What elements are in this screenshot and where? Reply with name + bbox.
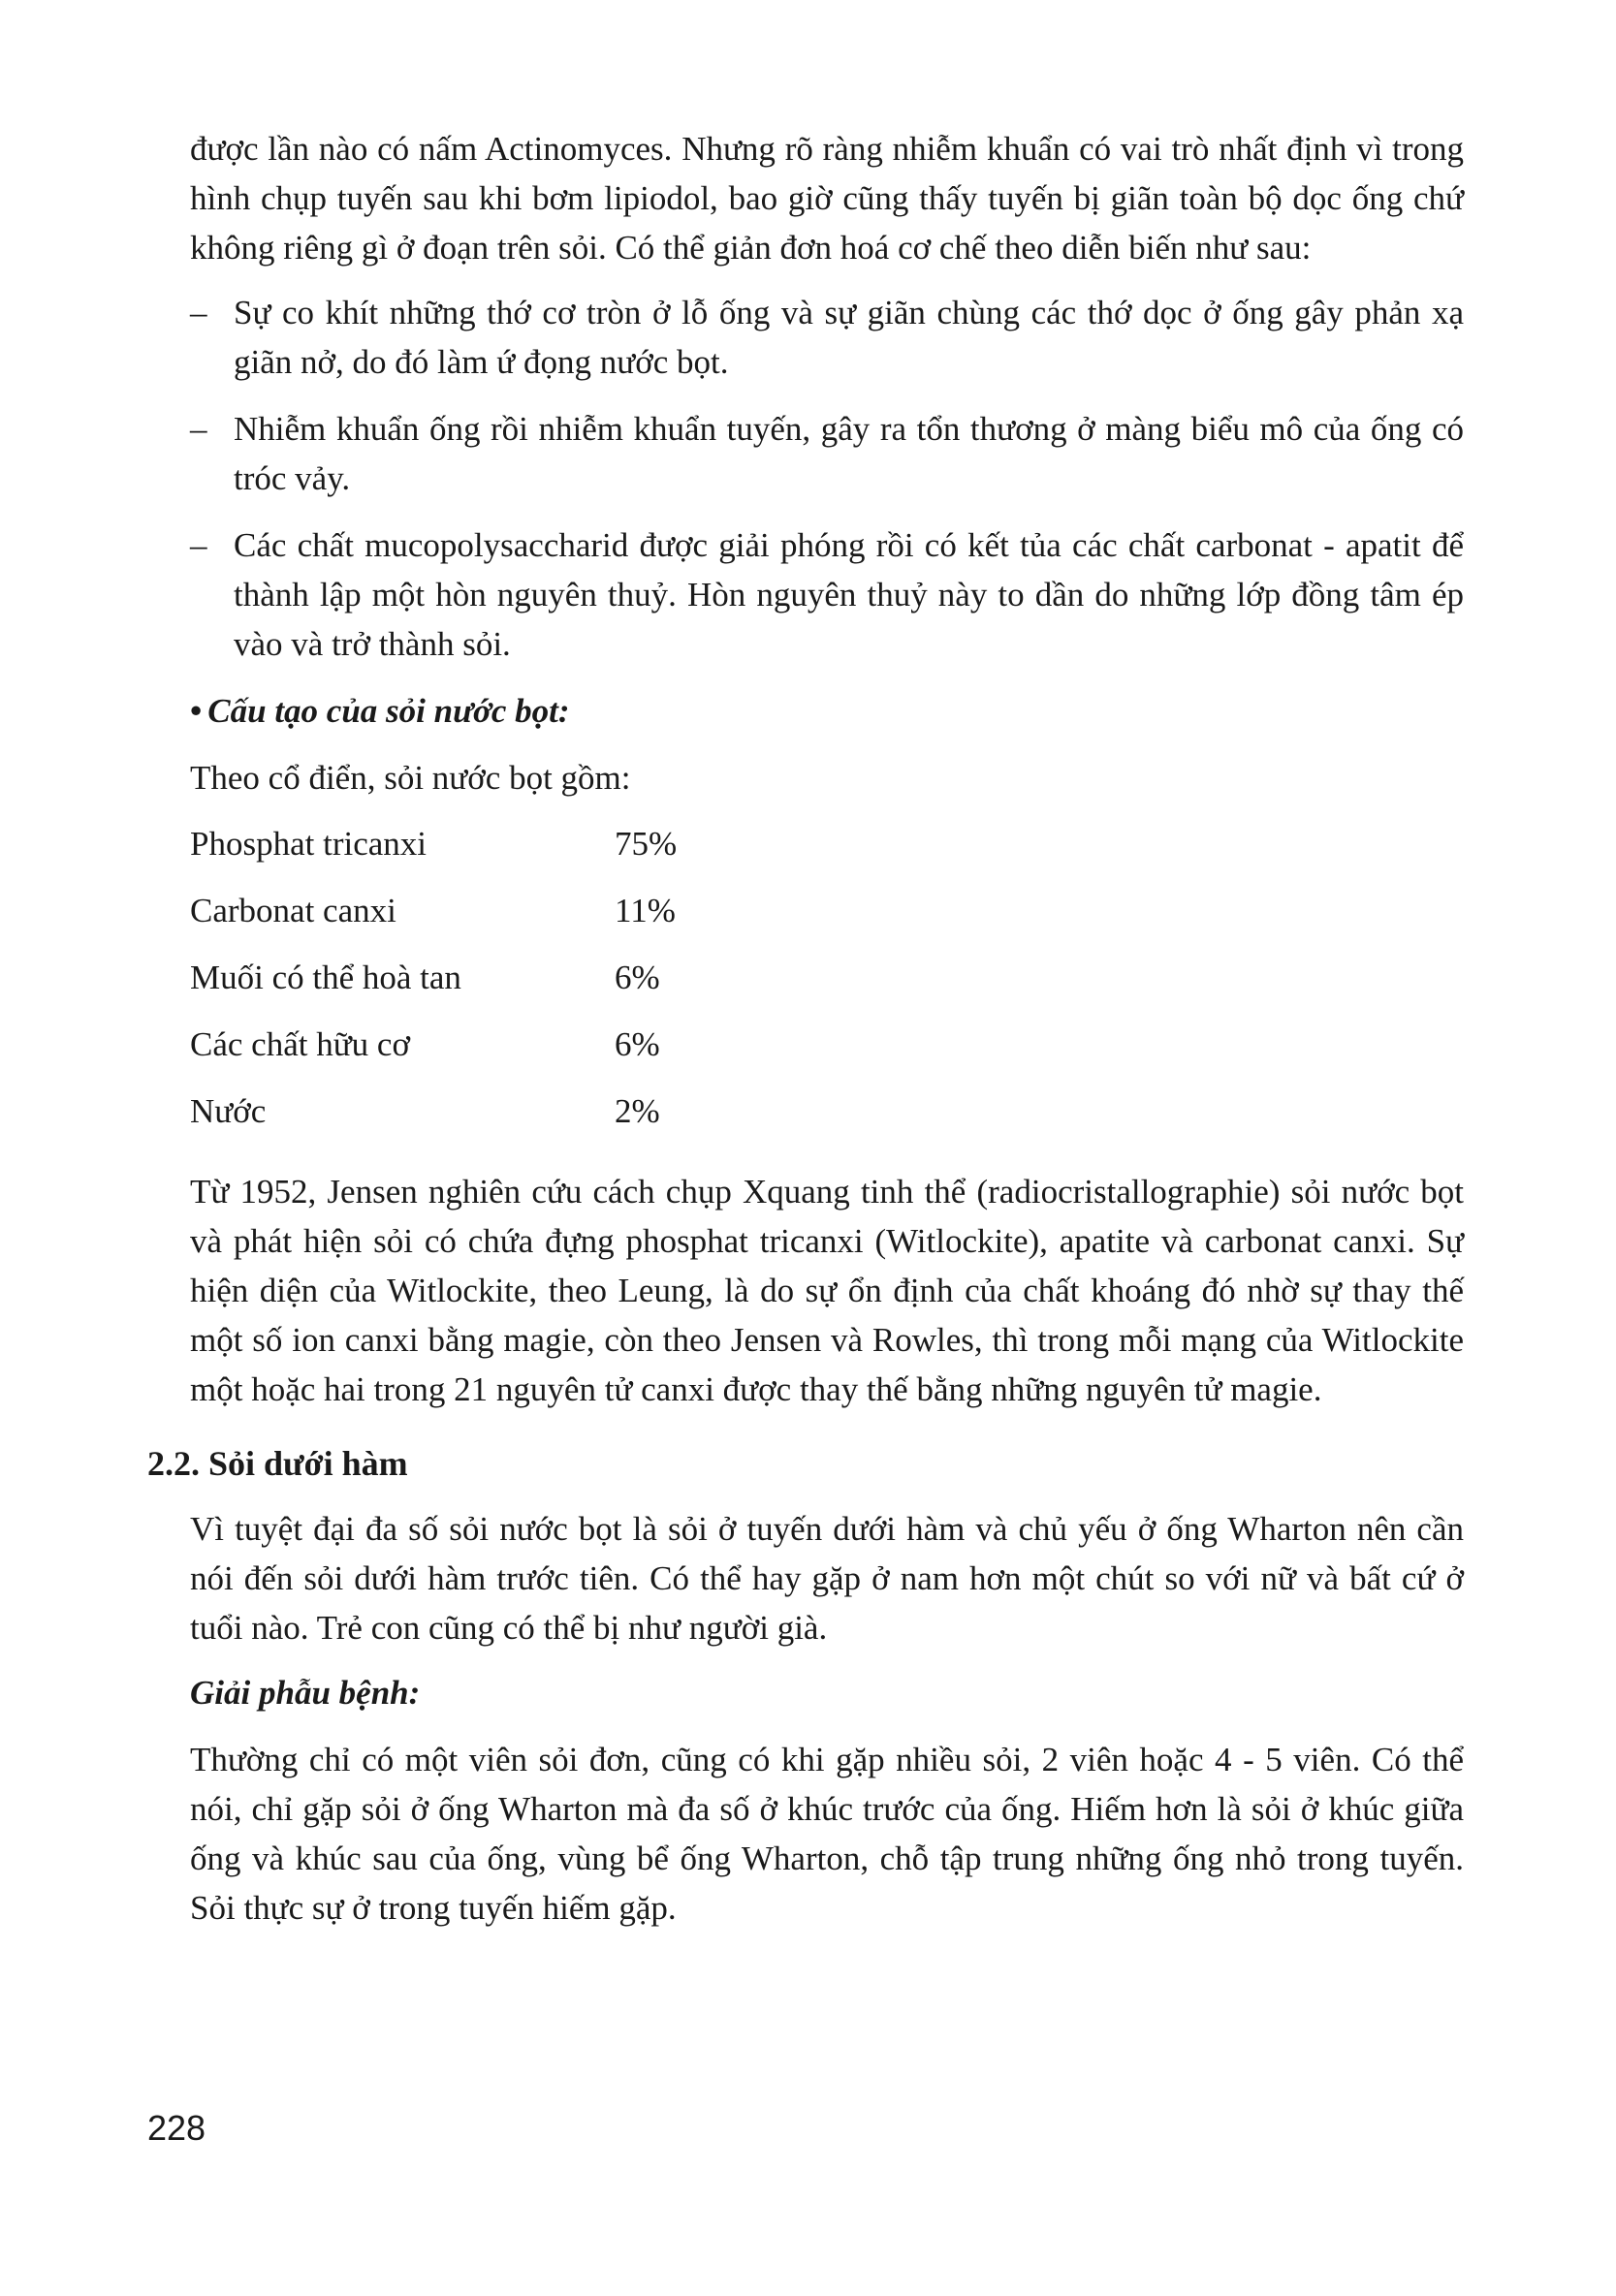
- structure-heading: [190, 686, 1464, 736]
- composition-name: Nước: [190, 1092, 267, 1130]
- jensen-paragraph: Từ 1952, Jensen nghiên cứu cách chụp Xquang tinh thể (radiocristallographie) sỏi nước bọt và phát hiện sỏi có chứa đựng phosphat tricanxi (Witlockite), apatite và carbonat canxi. Sự hiện diện của Witlockite, theo Leung, là do sự ổn định của chất khoáng đó nhờ sự thay thế một số ion canxi bằng magie, còn theo Jensen và Rowles, thì trong mỗi mạng của Witlockite một hoặc hai trong 21 nguyên tử canxi được thay thế bằng những nguyên tử magie.: [190, 1173, 1464, 1408]
- composition-row: [190, 953, 1464, 1020]
- list-item-text: Nhiễm khuẩn ống rồi nhiễm khuẩn tuyến, gây ra tổn thương ở màng biểu mô của ống có tróc vảy.: [234, 410, 1464, 497]
- page-number: 228: [147, 2108, 206, 2148]
- composition-value: 2%: [615, 1092, 660, 1130]
- composition-name: Muối có thể hoà tan: [190, 959, 461, 996]
- composition-table: [190, 819, 1464, 1153]
- classic-intro: Theo cổ điển, sỏi nước bọt gồm:: [190, 759, 631, 797]
- composition-row: [190, 1020, 1464, 1086]
- composition-row: [190, 886, 1464, 953]
- structure-heading-text: Cấu tạo của sỏi nước bọt:: [207, 692, 570, 730]
- list-item: [190, 520, 1464, 669]
- page-content: [147, 124, 1464, 1933]
- pathology-heading: Giải phẫu bệnh:: [190, 1674, 421, 1712]
- list-item-text: Sự co khít những thớ cơ tròn ở lỗ ống và sự giãn chùng các thớ dọc ở ống gây phản xạ giãn nở, do đó làm ứ đọng nước bọt.: [234, 294, 1464, 381]
- list-item: [190, 404, 1464, 503]
- composition-value: 75%: [615, 825, 678, 863]
- composition-row: [190, 819, 1464, 886]
- pathology-paragraph: Thường chỉ có một viên sỏi đơn, cũng có khi gặp nhiều sỏi, 2 viên hoặc 4 - 5 viên. Có thể nói, chỉ gặp sỏi ở ống Wharton mà đa số ở khúc trước của ống. Hiếm hơn là sỏi ở khúc giữa ống và khúc sau của ống, vùng bể ống Wharton, chỗ tập trung những ống nhỏ trong tuyến. Sỏi thực sự ở trong tuyến hiếm gặp.: [190, 1741, 1464, 1927]
- composition-name: Carbonat canxi: [190, 892, 396, 929]
- section-paragraph: Vì tuyệt đại đa số sỏi nước bọt là sỏi ở tuyến dưới hàm và chủ yếu ở ống Wharton nên cần nói đến sỏi dưới hàm trước tiên. Có thể hay gặp ở nam hơn một chút so với nữ và bất cứ ở tuổi nào. Trẻ con cũng có thể bị như người già.: [190, 1510, 1464, 1647]
- dash-bullet: –: [190, 294, 207, 331]
- bullet-icon: •: [190, 692, 203, 730]
- composition-value: 6%: [615, 959, 660, 996]
- composition-row: [190, 1086, 1464, 1153]
- composition-name: Phosphat tricanxi: [190, 825, 427, 863]
- list-item-text: Các chất mucopolysaccharid được giải phóng rồi có kết tủa các chất carbonat - apatit để thành lập một hòn nguyên thuỷ. Hòn nguyên thuỷ này to dần do những lớp đồng tâm ép vào và trở thành sỏi.: [234, 526, 1464, 663]
- list-item: [190, 288, 1464, 387]
- dash-bullet: –: [190, 526, 207, 564]
- mechanism-list: [190, 288, 1464, 669]
- composition-value: 6%: [615, 1025, 660, 1063]
- composition-value: 11%: [615, 892, 676, 929]
- composition-name: Các chất hữu cơ: [190, 1025, 410, 1063]
- dash-bullet: –: [190, 410, 207, 448]
- section-heading: 2.2. Sỏi dưới hàm: [147, 1444, 408, 1483]
- intro-paragraph: được lần nào có nấm Actinomyces. Nhưng rõ ràng nhiễm khuẩn có vai trò nhất định vì trong hình chụp tuyến sau khi bơm lipiodol, bao giờ cũng thấy tuyến bị giãn toàn bộ dọc ống chứ không riêng gì ở đoạn trên sỏi. Có thể giản đơn hoá cơ chế theo diễn biến như sau:: [190, 130, 1464, 267]
